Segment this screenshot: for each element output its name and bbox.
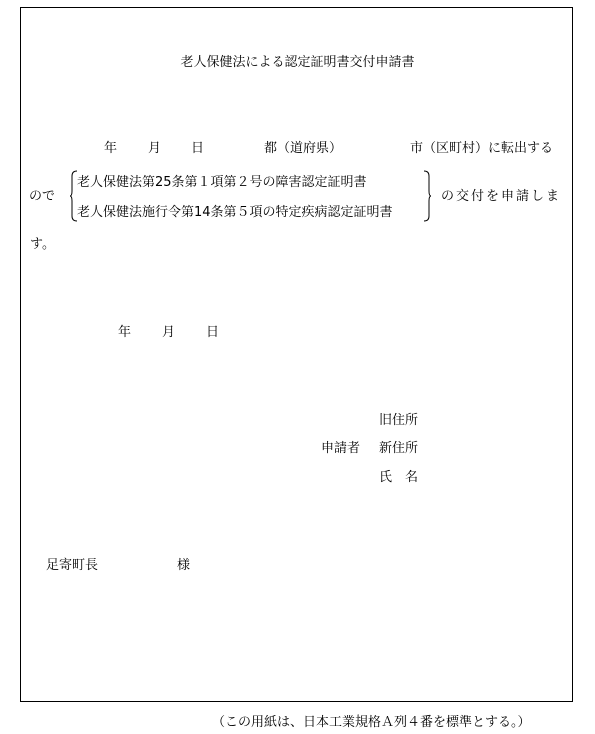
name-label: 氏 名 xyxy=(379,470,419,485)
line1-month: 月 xyxy=(148,141,162,156)
line3-text: す。 xyxy=(30,237,55,252)
line2-prefix: ので xyxy=(29,189,56,204)
line1-prefecture: 都（道府県） xyxy=(264,141,343,156)
line2-suffix: の交付を申請しま xyxy=(441,189,562,204)
date-year: 年 xyxy=(118,325,132,340)
line1-day: 日 xyxy=(191,141,205,156)
date-day: 日 xyxy=(206,325,220,340)
document-title: 老人保健法による認定証明書交付申請書 xyxy=(180,55,415,70)
form-frame xyxy=(20,7,573,702)
right-brace xyxy=(423,170,431,222)
option-disability-certificate: 老人保健法第25条第１項第２号の障害認定証明書 xyxy=(77,175,367,190)
addressee-office: 足寄町長 xyxy=(46,558,99,573)
option-specific-disease-certificate: 老人保健法施行令第14条第５項の特定疾病認定証明書 xyxy=(77,205,393,220)
old-address-label: 旧住所 xyxy=(379,413,419,428)
addressee-honorific: 様 xyxy=(177,558,191,573)
date-month: 月 xyxy=(162,325,176,340)
applicant-label: 申請者 xyxy=(321,441,361,456)
new-address-label: 新住所 xyxy=(379,441,419,456)
line1-year: 年 xyxy=(104,141,118,156)
line1-municipality: 市（区町村）に転出する xyxy=(410,141,554,156)
certificate-options xyxy=(70,170,431,222)
paper-size-footnote: （この用紙は、日本工業規格Ａ列４番を標準とする。） xyxy=(212,715,531,730)
